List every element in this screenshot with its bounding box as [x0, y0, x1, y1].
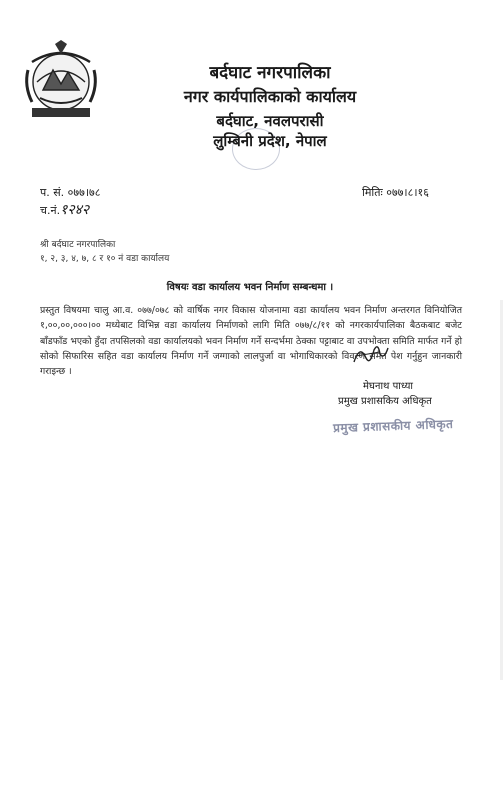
letter-date: मितिः ०७७।८।१६ — [362, 186, 429, 199]
municipality-name: बर्दघाट नगरपालिका — [209, 63, 331, 83]
signatory-name: मेघनाथ पाध्या — [363, 381, 414, 392]
nepal-emblem-icon — [18, 40, 104, 120]
office-address: बर्दघाट, नवलपरासी — [216, 112, 324, 130]
signature-icon — [350, 340, 390, 368]
office-name: नगर कार्यपालिकाको कार्यालय — [183, 87, 357, 106]
dispatch-value: १२४२ — [60, 202, 90, 218]
official-stamp: प्रमुख प्रशासकीय अधिकृत — [332, 416, 454, 436]
dispatch-number — [40, 200, 89, 219]
recipient-name: श्री बर्दघाट नगरपालिका — [40, 240, 116, 250]
dispatch-label: च.नं. — [40, 204, 61, 217]
letter-body: प्रस्तुत विषयमा चालु आ.व. ०७७/०७८ को वार्षिक नगर विकास योजनामा वडा कार्यालय भवन निर्माण अन्तरगत विनियोजित १,००,००,०००।०० मध्येबाट विभिन्न वडा कार्यालय निर्माणको लागि मिति ०७७/८/११ को नगरकार्यपालिका बैठकबाट बजेट बाँडफाँड भएको हुँदा तपसिलको वडा कार्यालयको भवन निर्माण गर्ने सन्दर्भमा ठेक्का पट्टाबाट वा उपभोक्ता समिति मार्फत गर्ने हो सोको सिफारिस सहित वडा कार्यालय निर्माण गर्ने जग्गाको लालपुर्जा वा भोगाधिकारको विवरण समेत पेश गर्नुहुन जानकारी गराइन्छ । — [40, 305, 462, 378]
reference-number: प. सं. ०७७।७८ — [40, 186, 101, 199]
office-province: लुम्बिनी प्रदेश, नेपाल — [213, 132, 327, 150]
letter-subject: विषयः वडा कार्यालय भवन निर्माण सम्बन्धमा । — [166, 282, 334, 293]
signatory-title: प्रमुख प्रशासकिय अधिकृत — [338, 396, 432, 407]
recipient-wards: १, २, ३, ४, ७, ८ र १० नं वडा कार्यालय — [40, 254, 170, 264]
